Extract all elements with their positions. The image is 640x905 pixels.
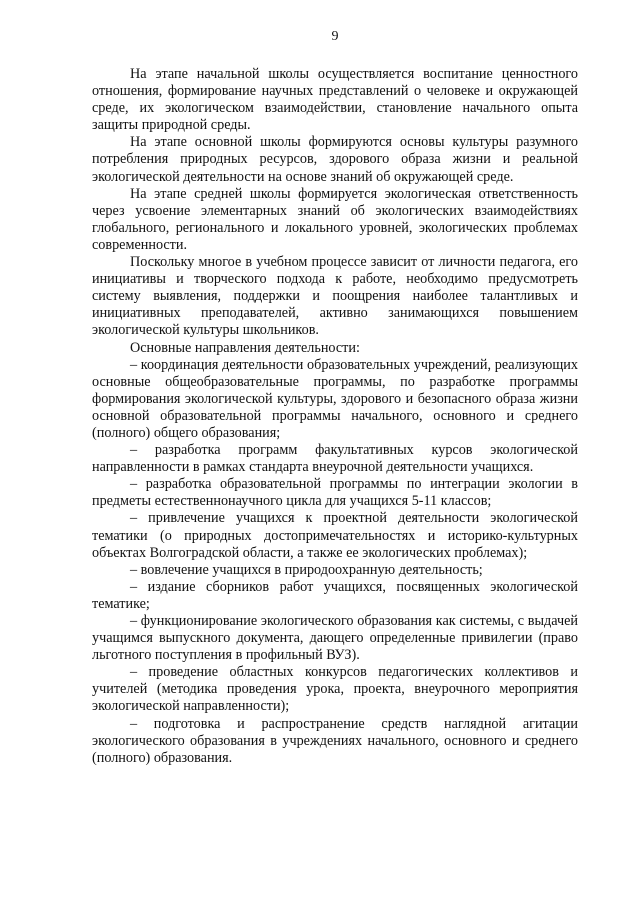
- list-item-publications: – издание сборников работ учащихся, посвященных экологической тематике;: [92, 578, 578, 612]
- list-item-regional-contests: – проведение областных конкурсов педагогических коллективов и учителей (методика проведения урока, проекта, внеурочного мероприятия экологической направленности);: [92, 664, 578, 715]
- list-item-coordination: – координация деятельности образовательных учреждений, реализующих основные общеобразовательные программы, по разработке программы формирования экологической культуры, здорового и безопасного образа жизни основной образовательной программы начального, основного и среднего (полного) общего образования;: [92, 356, 578, 441]
- list-item-elective-courses: – разработка программ факультативных курсов экологической направленности в рамках стандарта внеурочной деятельности учащихся.: [92, 442, 578, 476]
- list-item-integration-program: – разработка образовательной программы по интеграции экологии в предметы естественнонаучного цикла для учащихся 5-11 классов;: [92, 476, 578, 510]
- list-item-project-activity: – привлечение учащихся к проектной деятельности экологической тематики (о природных достопримечательностях и историко-культурных объектах Волгоградской области, а также ее экологических проблемах);: [92, 510, 578, 561]
- paragraph-teacher-personality: Поскольку многое в учебном процессе зависит от личности педагога, его инициативы и творческого подхода к работе, необходимо предусмотреть систему выявления, поддержки и поощрения наиболее талантливых и инициативных преподавателей, активно занимающихся повышением экологической культуры школьников.: [92, 254, 578, 339]
- document-page: [92, 28, 578, 767]
- paragraph-basic-school: На этапе основной школы формируются основы культуры разумного потребления природных ресурсов, здорового образа жизни и реальной экологической деятельности на основе знаний об окружающей среде.: [92, 134, 578, 185]
- list-item-visual-agitation: – подготовка и распространение средств наглядной агитации экологического образования в учреждениях начального, основного и среднего (полного) образования.: [92, 715, 578, 766]
- page-number: 9: [331, 29, 339, 44]
- paragraph-main-directions-heading: Основные направления деятельности:: [130, 339, 360, 356]
- list-item-education-system: – функционирование экологического образования как системы, с выдачей учащимся выпускного документа, дающего определенные привилегии (право льготного поступления в профильный ВУЗ).: [92, 613, 578, 664]
- list-item-nature-protection: – вовлечение учащихся в природоохранную деятельность;: [130, 561, 483, 578]
- paragraph-primary-school: На этапе начальной школы осуществляется воспитание ценностного отношения, формирование научных представлений о человеке и окружающей среде, их экологическом взаимодействии, становление начального опыта защиты природной среды.: [92, 66, 578, 134]
- paragraph-secondary-school: На этапе средней школы формируется экологическая ответственность через усвоение элементарных знаний об экологических взаимодействиях глобального, регионального и локального уровней, экологических проблемах современности.: [92, 185, 578, 253]
